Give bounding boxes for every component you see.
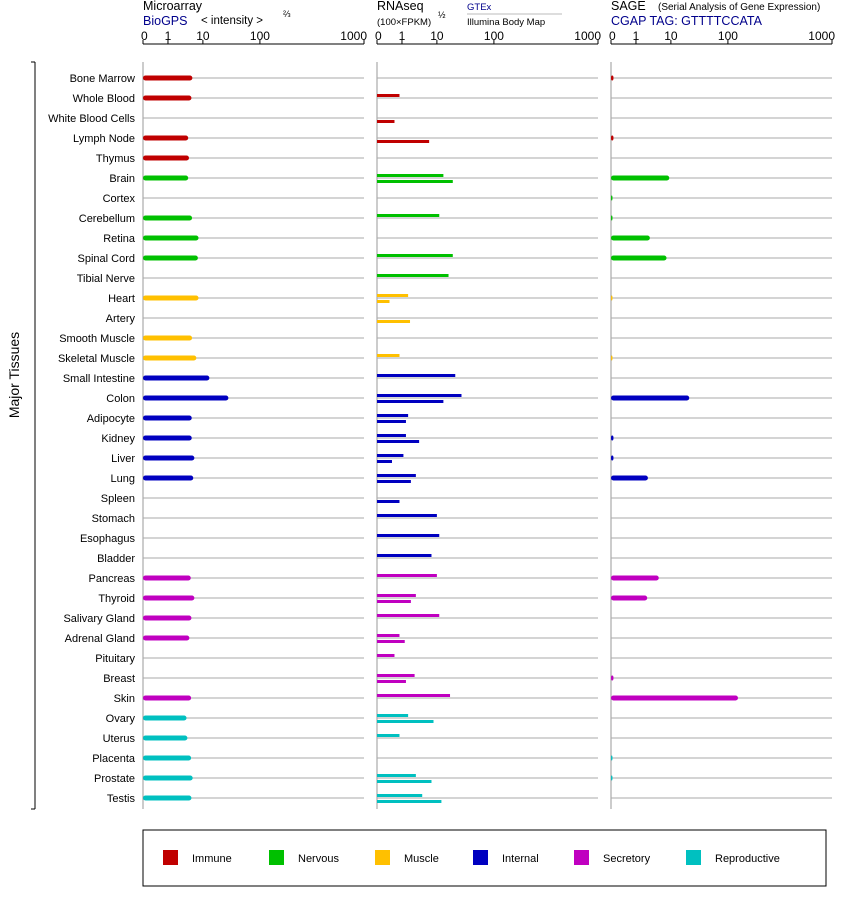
- bar-ibm: [377, 720, 434, 723]
- legend-item-secretory: [574, 850, 651, 865]
- bar-ibm: [377, 140, 429, 143]
- legend-item-internal: [473, 850, 539, 865]
- bar-sage: [611, 256, 667, 261]
- bar-ibm: [377, 800, 441, 803]
- bar-ibm: [377, 480, 411, 483]
- legend-label: Secretory: [603, 853, 651, 865]
- bar-microarray: [143, 776, 193, 781]
- legend-swatch: [269, 850, 284, 865]
- bar-microarray: [143, 96, 191, 101]
- legend-item-nervous: [269, 850, 339, 865]
- rnaseq-source-gtex: GTEx: [467, 2, 492, 13]
- tissue-label: Breast: [103, 673, 135, 685]
- tissue-label: Thyroid: [98, 593, 135, 605]
- bar-microarray: [143, 376, 209, 381]
- bar-microarray: [143, 796, 191, 801]
- bar-gtex: [377, 714, 408, 717]
- bar-sage: [611, 456, 613, 461]
- bar-ibm: [377, 120, 394, 123]
- bar-sage: [611, 136, 613, 141]
- bar-microarray: [143, 576, 191, 581]
- bar-gtex: [377, 434, 406, 437]
- bar-ibm: [377, 600, 411, 603]
- bar-gtex: [377, 94, 399, 97]
- tissue-label: Esophagus: [79, 533, 135, 545]
- tissue-label: Skeletal Muscle: [57, 353, 135, 365]
- bar-microarray: [143, 176, 188, 181]
- x-tick-label: 0: [609, 29, 616, 43]
- bar-sage: [611, 396, 689, 401]
- x-tick-label: 10: [196, 29, 210, 43]
- microarray-unit-exp: ⅔: [283, 9, 291, 19]
- tissue-label: Thymus: [95, 153, 135, 165]
- tissue-label: White Blood Cells: [48, 113, 135, 125]
- tissue-label: Pituitary: [95, 653, 135, 665]
- bar-gtex: [377, 214, 439, 217]
- bar-ibm: [377, 500, 399, 503]
- bar-sage: [611, 596, 647, 601]
- legend-item-immune: [163, 850, 232, 865]
- bar-ibm: [377, 460, 392, 463]
- bar-microarray: [143, 456, 194, 461]
- bar-ibm: [377, 440, 419, 443]
- bar-gtex: [377, 554, 431, 557]
- legend-label: Muscle: [404, 853, 439, 865]
- tissue-label: Testis: [106, 793, 135, 805]
- bar-gtex: [377, 634, 399, 637]
- tissue-label: Retina: [103, 233, 135, 245]
- bar-sage: [611, 296, 613, 301]
- rnaseq-title: RNAseq: [377, 0, 424, 13]
- x-tick-label: 10: [664, 29, 678, 43]
- bar-microarray: [143, 136, 188, 141]
- bar-sage: [611, 436, 613, 441]
- legend-label: Reproductive: [715, 853, 780, 865]
- x-tick-label: 1000: [808, 29, 835, 43]
- bar-gtex: [377, 774, 416, 777]
- tissue-label: Artery: [105, 313, 135, 325]
- tissue-label: Prostate: [94, 773, 135, 785]
- legend-item-reproductive: [686, 850, 780, 865]
- bar-gtex: [377, 514, 437, 517]
- rnaseq-header: [377, 0, 562, 28]
- tissue-labels: [48, 73, 136, 805]
- bar-gtex: [377, 394, 461, 397]
- bar-gtex: [377, 734, 399, 737]
- legend-swatch: [375, 850, 390, 865]
- bar-gtex: [377, 374, 455, 377]
- bar-microarray: [143, 476, 193, 481]
- tissue-label: Kidney: [101, 433, 135, 445]
- tissue-label: Brain: [109, 173, 135, 185]
- tissue-label: Small Intestine: [62, 373, 135, 385]
- bar-gtex: [377, 674, 415, 677]
- bar-gtex: [377, 174, 443, 177]
- bar-microarray: [143, 636, 189, 641]
- bar-gtex: [377, 594, 416, 597]
- bar-gtex: [377, 654, 394, 657]
- tissue-label: Heart: [108, 293, 135, 305]
- x-tick-label: 1: [164, 29, 172, 43]
- bar-microarray: [143, 596, 194, 601]
- panel-sage: [609, 29, 835, 809]
- tissue-label: Tibial Nerve: [76, 273, 135, 285]
- legend-label: Immune: [192, 853, 232, 865]
- bar-gtex: [377, 794, 422, 797]
- bar-ibm: [377, 180, 453, 183]
- legend-label: Internal: [502, 853, 539, 865]
- tissue-label: Bone Marrow: [69, 73, 135, 85]
- bar-sage: [611, 756, 613, 761]
- panel-microarray: [141, 29, 367, 809]
- x-tick-label: 100: [483, 29, 504, 43]
- bar-microarray: [143, 236, 199, 241]
- tissue-label: Lung: [110, 473, 135, 485]
- bar-microarray: [143, 256, 198, 261]
- bar-ibm: [377, 320, 410, 323]
- legend-swatch: [163, 850, 178, 865]
- tissue-label: Adipocyte: [86, 413, 135, 425]
- x-tick-label: 1: [398, 29, 406, 43]
- tissue-label: Spinal Cord: [77, 253, 135, 265]
- bar-ibm: [377, 400, 443, 403]
- bar-sage: [611, 236, 650, 241]
- bar-gtex: [377, 474, 416, 477]
- tissue-label: Uterus: [102, 733, 135, 745]
- tissue-label: Placenta: [92, 753, 135, 765]
- tissue-label: Adrenal Gland: [64, 633, 135, 645]
- bar-microarray: [143, 336, 192, 341]
- bar-sage: [611, 356, 613, 361]
- bar-microarray: [143, 156, 189, 161]
- bar-gtex: [377, 274, 449, 277]
- panels: [141, 29, 835, 809]
- microarray-source: BioGPS: [143, 14, 188, 28]
- x-tick-label: 100: [717, 29, 738, 43]
- rnaseq-source-ibm: Illumina Body Map: [467, 17, 546, 28]
- bar-microarray: [143, 436, 192, 441]
- tissue-label: Cortex: [102, 193, 135, 205]
- tissue-label: Spleen: [100, 493, 135, 505]
- bar-sage: [611, 216, 613, 221]
- bar-ibm: [377, 420, 406, 423]
- legend-swatch: [574, 850, 589, 865]
- bar-ibm: [377, 300, 389, 303]
- tissue-label: Liver: [111, 453, 135, 465]
- bar-microarray: [143, 396, 228, 401]
- x-tick-label: 0: [141, 29, 148, 43]
- bar-sage: [611, 76, 613, 81]
- bar-microarray: [143, 356, 196, 361]
- legend-swatch: [686, 850, 701, 865]
- bar-sage: [611, 476, 648, 481]
- tissue-label: Pancreas: [88, 573, 135, 585]
- bar-sage: [611, 176, 669, 181]
- bar-gtex: [377, 254, 453, 257]
- rnaseq-unit-exp: ½: [438, 10, 446, 20]
- microarray-header: [143, 0, 291, 28]
- bar-gtex: [377, 454, 403, 457]
- bar-ibm: [377, 640, 405, 643]
- bar-microarray: [143, 756, 191, 761]
- tissue-label: Lymph Node: [73, 133, 135, 145]
- bar-sage: [611, 676, 613, 681]
- sage-subtitle: (Serial Analysis of Gene Expression): [658, 2, 821, 13]
- bar-sage: [611, 696, 738, 701]
- x-tick-label: 1000: [574, 29, 601, 43]
- tissue-label: Salivary Gland: [63, 613, 135, 625]
- sage-title: SAGE: [611, 0, 646, 13]
- microarray-unit-label: < intensity >: [201, 15, 264, 27]
- tissue-label: Stomach: [91, 513, 135, 525]
- x-tick-label: 100: [249, 29, 270, 43]
- legend-label: Nervous: [298, 853, 339, 865]
- tissue-label: Whole Blood: [72, 93, 135, 105]
- sage-header: [611, 0, 820, 28]
- bar-microarray: [143, 76, 192, 81]
- tissue-label: Colon: [106, 393, 135, 405]
- bar-gtex: [377, 574, 437, 577]
- bar-gtex: [377, 614, 439, 617]
- legend-item-muscle: [375, 850, 439, 865]
- bar-sage: [611, 196, 613, 201]
- bar-microarray: [143, 216, 192, 221]
- tissue-label: Ovary: [105, 713, 135, 725]
- bar-sage: [611, 576, 659, 581]
- legend: [143, 830, 826, 886]
- tissue-label: Skin: [113, 693, 135, 705]
- bar-microarray: [143, 616, 191, 621]
- bar-sage: [611, 776, 613, 781]
- bar-microarray: [143, 296, 199, 301]
- legend-swatch: [473, 850, 488, 865]
- x-tick-label: 1: [632, 29, 640, 43]
- bar-microarray: [143, 716, 187, 721]
- rnaseq-unit-label: (100×FPKM): [377, 17, 432, 28]
- bar-ibm: [377, 680, 406, 683]
- bar-gtex: [377, 354, 399, 357]
- bar-gtex: [377, 414, 408, 417]
- x-tick-label: 0: [375, 29, 382, 43]
- bar-gtex: [377, 294, 408, 297]
- major-tissues-axis: [6, 62, 35, 809]
- bar-gtex: [377, 694, 450, 697]
- bar-microarray: [143, 696, 191, 701]
- bar-ibm: [377, 780, 431, 783]
- bar-microarray: [143, 736, 187, 741]
- bar-microarray: [143, 416, 192, 421]
- sage-source: CGAP TAG: GTTTTCCATA: [611, 14, 762, 28]
- y-axis-label: Major Tissues: [6, 331, 22, 419]
- x-tick-label: 10: [430, 29, 444, 43]
- microarray-title: Microarray: [143, 0, 203, 13]
- panel-rnaseq: [375, 29, 601, 809]
- tissue-label: Smooth Muscle: [59, 333, 135, 345]
- tissue-label: Bladder: [97, 553, 135, 565]
- x-tick-label: 1000: [340, 29, 367, 43]
- tissue-label: Cerebellum: [78, 213, 135, 225]
- bar-gtex: [377, 534, 439, 537]
